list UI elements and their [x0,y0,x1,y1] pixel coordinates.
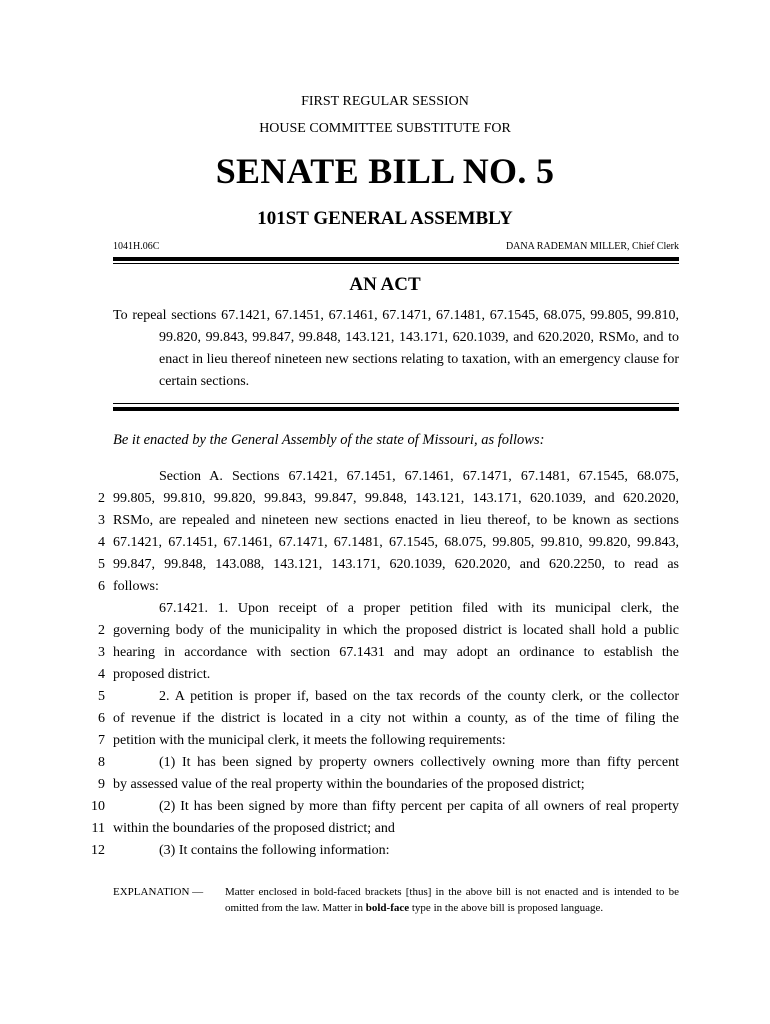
assembly-heading: 101ST GENERAL ASSEMBLY [257,208,513,229]
bill-body [91,466,679,862]
explanation-text [225,884,679,916]
line-text: hearing in accordance with section 67.1431 and may adopt an ordinance to establish the [113,645,679,660]
line-text: (2) It has been signed by more than fifty percent per capita of all owners of real property [159,799,679,814]
line-number: 9 [98,777,105,792]
act-title-line: emergency clause for certain sections. [159,352,679,389]
line-number: 3 [98,645,105,660]
line [91,796,679,818]
line-text: (1) It has been signed by property owners collectively owning more than fifty percent [159,755,679,770]
explanation-text-part2: type in the above bill is proposed language. [409,902,604,914]
line [98,642,679,664]
line-text: (3) It contains the following information: [159,843,390,858]
title-rule-thin [113,403,679,404]
line-number: 2 [98,491,105,506]
line-number: 6 [98,711,105,726]
line-number: 6 [98,579,105,594]
line [98,708,679,730]
line-number: 5 [98,689,105,704]
header-rule-thick [113,257,679,261]
line-number: 10 [91,799,105,814]
explanation-label: EXPLANATION — [113,886,204,898]
line [98,576,679,598]
line-text: RSMo, are repealed and nineteen new sections enacted in lieu thereof, to be known as sections [113,513,679,528]
line-text: 2. A petition is proper if, based on the tax records of the county clerk, or the collector [159,689,679,704]
explanation-bold-word: bold-face [365,902,410,914]
line [98,730,679,752]
line-text: 67.1421, 67.1451, 67.1461, 67.1471, 67.1481, 67.1545, 68.075, 99.805, 99.810, 99.820, 99.843, [113,535,679,550]
line-number: 11 [91,821,105,836]
session-heading: FIRST REGULAR SESSION [301,94,469,109]
line-number: 4 [98,535,105,550]
line-text: Section A. Sections 67.1421, 67.1451, 67.1461, 67.1471, 67.1481, 67.1545, 68.075, [159,469,679,484]
line [113,598,679,620]
line-number: 7 [98,733,105,748]
line [98,774,679,796]
substitute-heading: HOUSE COMMITTEE SUBSTITUTE FOR [259,121,511,136]
line-text: of revenue if the district is located in a city not within a county, as of the time of filing the [113,711,679,726]
line [113,466,679,488]
act-title-line: RSMo, and to enact in lieu thereof nineteen new sections relating to taxation, with an [159,330,679,367]
enacting-clause: Be it enacted by the General Assembly of the state of Missouri, as follows: [113,432,545,448]
line-number: 5 [98,557,105,572]
line-text: 67.1421. 1. Upon receipt of a proper petition filed with its municipal clerk, the [159,601,679,616]
line [98,510,679,532]
title-rule-thick [113,407,679,411]
line [98,664,679,686]
line [98,554,679,576]
act-title-line: 99.810, 99.820, 99.843, 99.847, 99.848, 143.121, 143.171, 620.1039, and 620.2020, [159,308,680,345]
line [91,840,679,862]
line [98,686,679,708]
line [91,818,679,840]
line-number: 12 [91,843,105,858]
line-text: 99.847, 99.848, 143.088, 143.121, 143.171, 620.1039, 620.2020, and 620.2250, to read as [113,557,679,572]
line-text: 99.805, 99.810, 99.820, 99.843, 99.847, 99.848, 143.121, 143.171, 620.1039, and 620.2020, [113,491,679,506]
line-text: governing body of the municipality in which the proposed district is located shall hold a public [113,623,679,638]
chief-clerk: DANA RADEMAN MILLER, Chief Clerk [505,241,679,252]
line-number: 3 [98,513,105,528]
line-number: 8 [98,755,105,770]
line-text: by assessed value of the real property within the boundaries of the proposed district; [113,777,585,792]
act-title [113,305,679,393]
line-number: 2 [98,623,105,638]
line [98,488,679,510]
act-title-line: To repeal sections 67.1421, 67.1451, 67.1461, 67.1471, 67.1481, 67.1545, 68.075, 99.805, [113,308,633,323]
line [98,532,679,554]
bill-title: SENATE BILL NO. 5 [215,151,555,191]
line-text: follows: [113,579,159,594]
line-text: proposed district. [113,667,211,682]
line-number: 4 [98,667,105,682]
header-rule-thin [113,263,679,264]
explanation-text-part1: Matter enclosed in bold-faced brackets [thus] in the above bill is not enacted and is intended to be omitted from the law. Matter in [225,886,679,914]
bill-code: 1041H.06C [113,241,160,252]
act-heading: AN ACT [349,274,421,295]
line [98,620,679,642]
line-text: within the boundaries of the proposed district; and [113,821,395,836]
line [98,752,679,774]
line-text: petition with the municipal clerk, it meets the following requirements: [113,733,506,748]
